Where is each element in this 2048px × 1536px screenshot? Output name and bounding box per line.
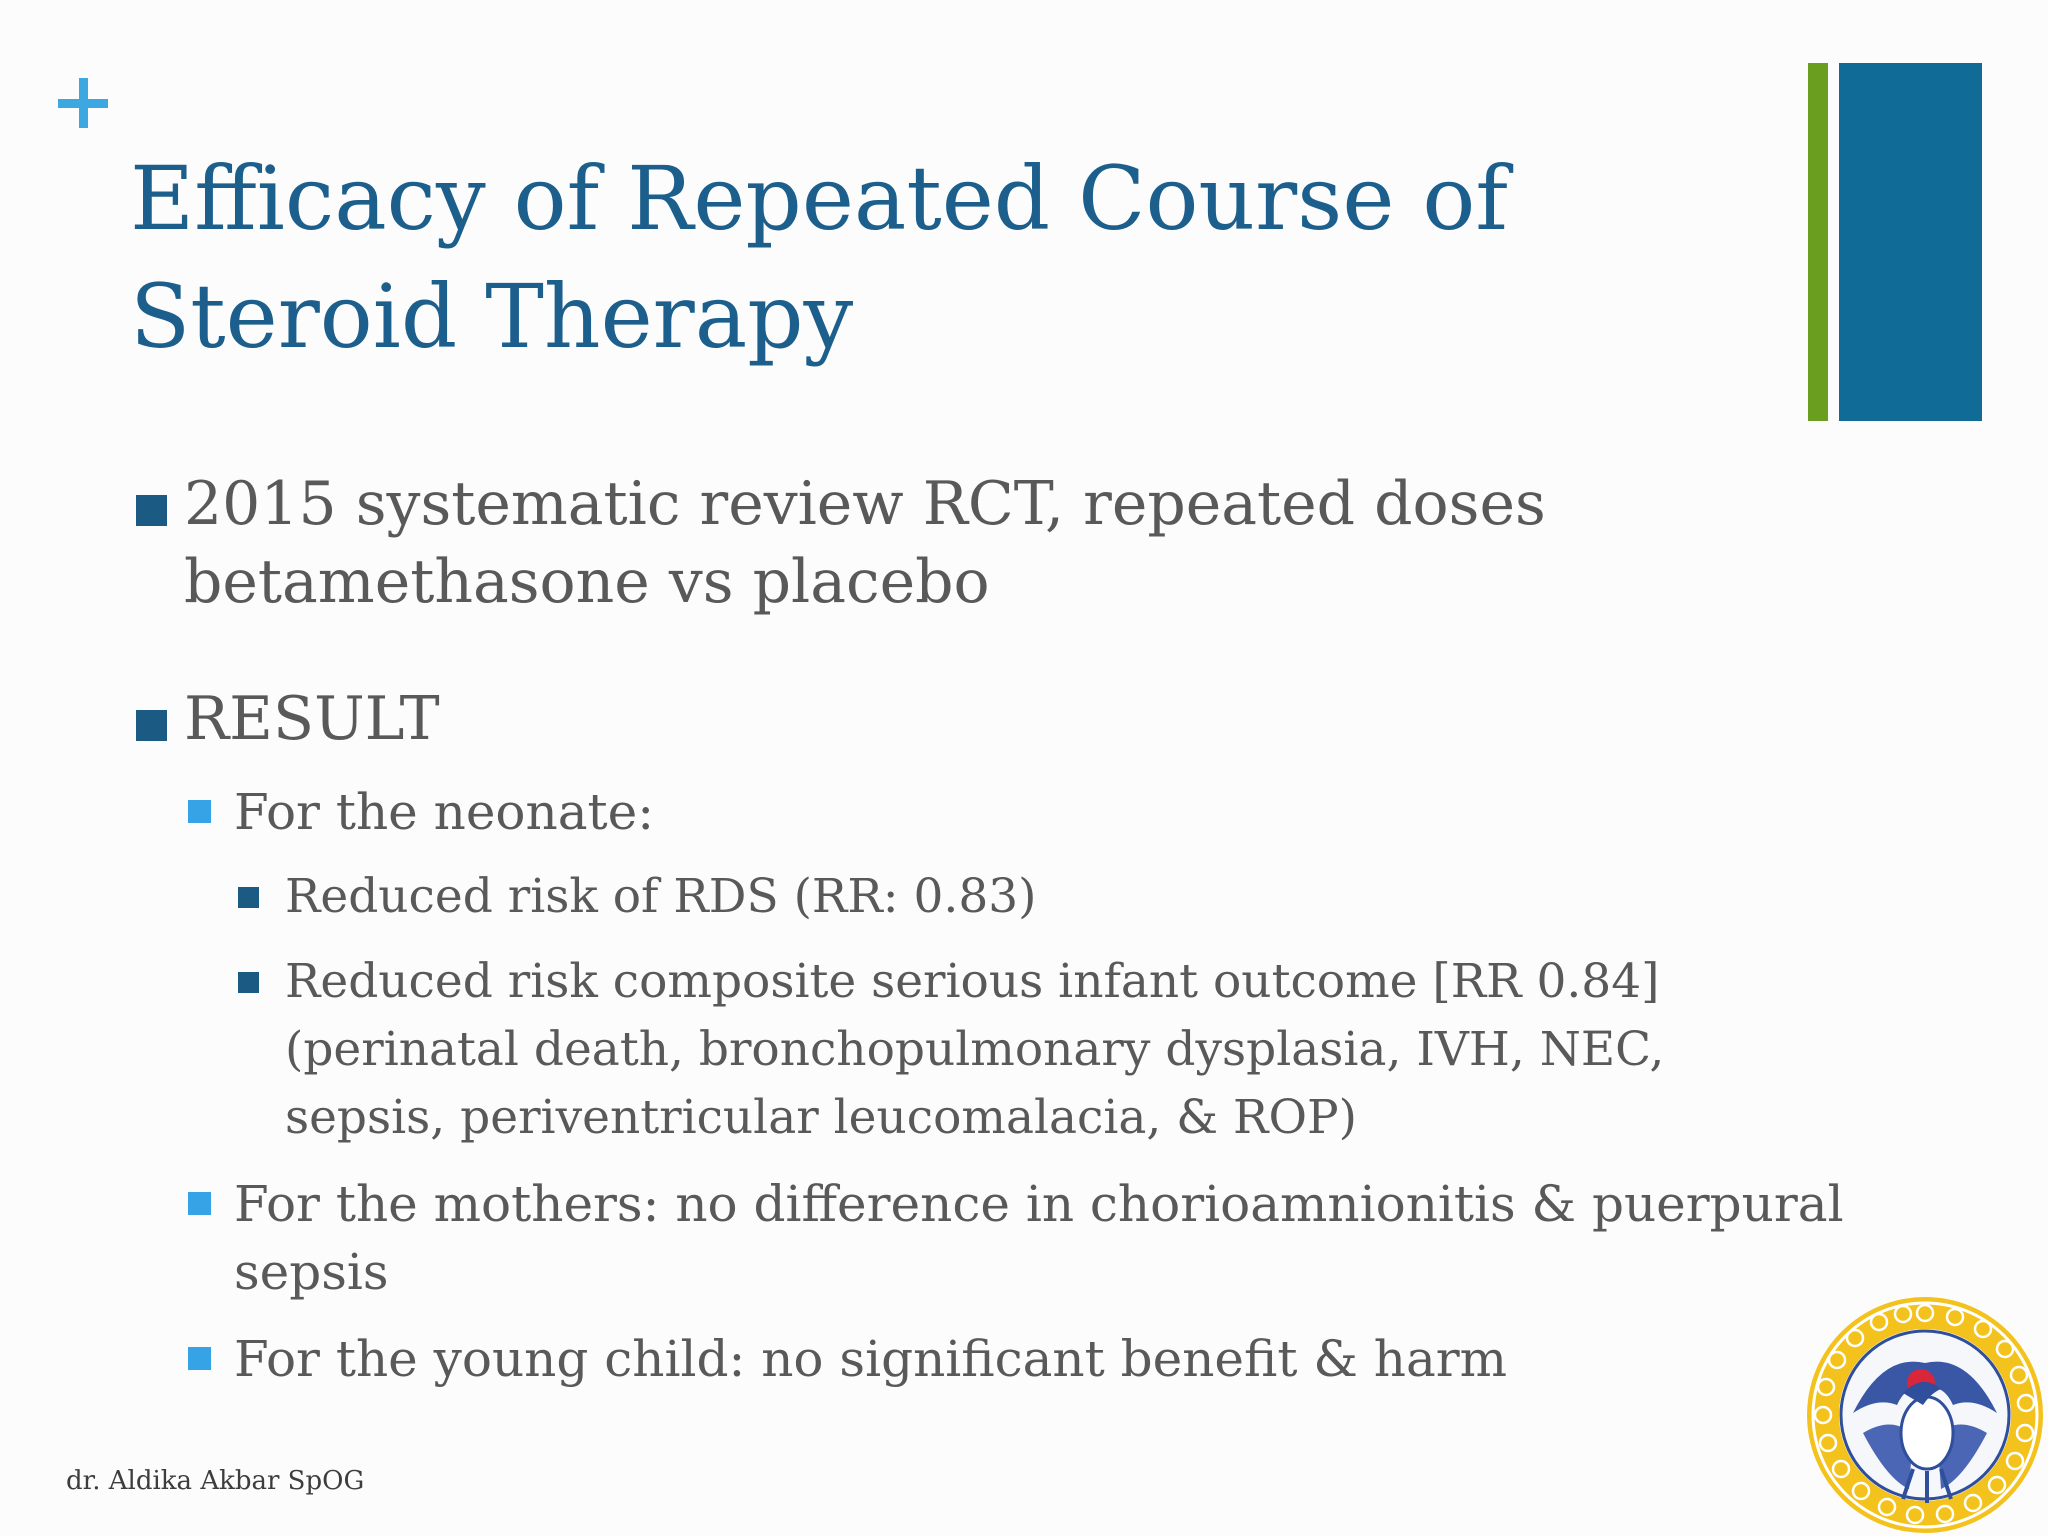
bullet-text: 2015 systematic review RCT, repeated doses betamethasone vs placebo <box>184 469 1546 617</box>
bullet-item <box>188 1325 1888 1393</box>
bullet-text: Reduced risk of RDS (RR: 0.83) <box>285 869 1037 924</box>
bullet-marker <box>136 710 167 741</box>
bullet-item <box>136 680 1676 758</box>
bullet-marker <box>188 1192 211 1215</box>
bullet-marker <box>238 972 259 993</box>
bullet-item <box>238 948 1798 1152</box>
bullet-marker <box>188 1347 211 1370</box>
bullet-text: For the young child: no significant benefit & harm <box>234 1330 1508 1388</box>
accent-bar-blue <box>1839 63 1982 421</box>
bullet-text: For the neonate: <box>234 783 655 841</box>
accent-bar-green <box>1808 63 1828 421</box>
bullet-marker <box>136 495 167 526</box>
slide-title: Efficacy of Repeated Course of Steroid Therapy <box>130 147 1508 368</box>
plus-icon <box>50 70 116 136</box>
bullet-marker <box>188 800 211 823</box>
university-seal-logo <box>1803 1293 2048 1536</box>
bullet-item <box>238 863 1798 931</box>
bullet-item <box>188 778 1888 846</box>
bullet-marker <box>238 887 259 908</box>
bullet-text: For the mothers: no difference in chorioamnionitis & puerpural sepsis <box>234 1175 1844 1301</box>
bullet-item <box>136 465 1676 621</box>
bullet-text: Reduced risk composite serious infant outcome [RR 0.84] (perinatal death, bronchopulmonary dysplasia, IVH, NEC, sepsis, periventricular leucomalacia, & ROP) <box>285 954 1665 1145</box>
bullet-text: RESULT <box>184 684 440 754</box>
bullet-item <box>188 1170 1888 1306</box>
footer-author: dr. Aldika Akbar SpOG <box>66 1466 365 1496</box>
